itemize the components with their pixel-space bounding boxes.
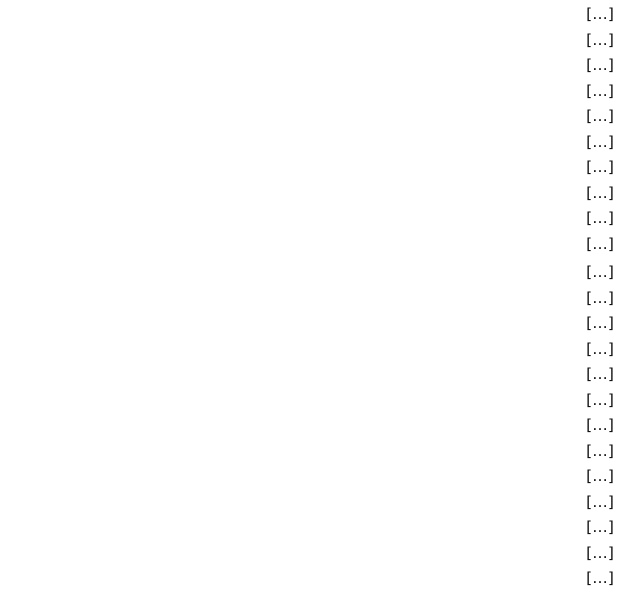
paragraph-1-line-10: […] bbox=[586, 234, 614, 253]
paragraph-2-line-2: […] bbox=[586, 288, 614, 307]
paragraph-2-line-12: […] bbox=[586, 543, 614, 562]
paragraph-1-line-1: […] bbox=[586, 5, 614, 23]
paragraph-2-line-8: […] bbox=[586, 441, 614, 460]
paragraph-1-line-8: […] bbox=[586, 183, 614, 202]
paragraph-1-line-9: […] bbox=[586, 209, 614, 227]
paragraph-1-line-6: […] bbox=[586, 132, 614, 151]
paragraph-2-line-3: […] bbox=[586, 314, 614, 332]
paragraph-2-line-5: […] bbox=[586, 365, 614, 383]
paragraph-2-line-11: […] bbox=[586, 518, 614, 536]
paragraph-2-line-13: […] bbox=[586, 569, 614, 587]
paragraph-2-line-7: […] bbox=[586, 416, 614, 434]
paragraph-1-line-4: […] bbox=[586, 81, 614, 100]
paragraph-1-line-5: […] bbox=[586, 107, 614, 125]
paragraph-2-line-6: […] bbox=[586, 390, 614, 409]
paragraph-1 bbox=[6, 2, 614, 257]
paragraph-2-line-9: […] bbox=[586, 467, 614, 485]
paragraph-2-line-10: […] bbox=[586, 492, 614, 511]
paragraph-1-line-2: […] bbox=[586, 30, 614, 49]
paragraph-2-line-1: […] bbox=[586, 263, 614, 281]
paragraph-2-line-4: […] bbox=[586, 339, 614, 358]
paragraph-2 bbox=[6, 260, 614, 592]
paragraph-1-line-3: […] bbox=[586, 56, 614, 74]
paragraph-1-line-7: […] bbox=[586, 158, 614, 176]
